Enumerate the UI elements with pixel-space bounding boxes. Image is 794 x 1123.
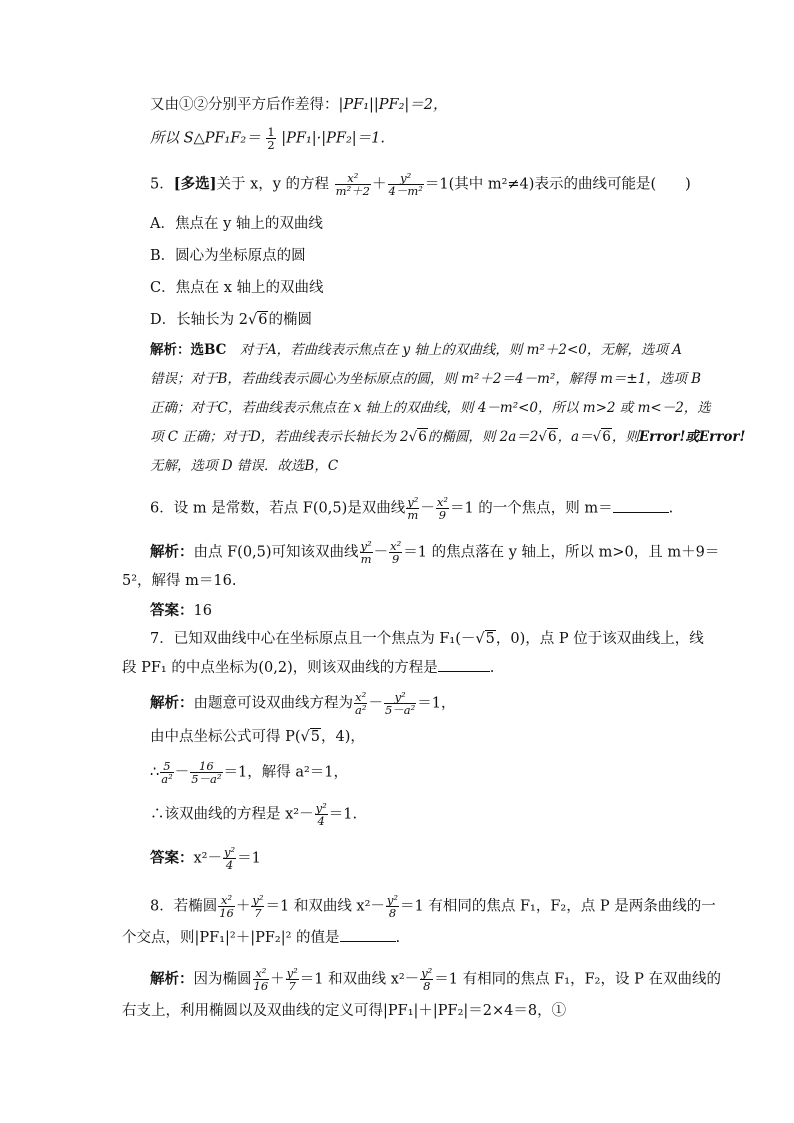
question-6-answer: 答案：16: [150, 602, 212, 619]
question-6-stem: 6．设 m 是常数，若点 F(0,5)是双曲线 $\frac{\text{y²}}{m}$ － $\frac{\text{x²}}{9}$ ＝1 的一个焦点，则 m＝ .: [150, 495, 674, 523]
question-5-stem: 5．[多选]关于 x，y 的方程 $\frac{\text{x²}}{\text{m²＋2}}$ ＋ $\frac{\text{y²}}{\text{4－m²}}$ ＝1(其中 m²≠4)表示的曲线可能是( ): [150, 171, 691, 199]
question-6-solution-line-2: 5²，解得 m＝16.: [122, 573, 237, 589]
question-7-solution-line-3: ∴ $\frac{5}{\text{a²}}$ － $\frac{16}{\text{5－a²}}$ ＝1，解得 a²＝1，: [150, 759, 349, 787]
answer-blank: [613, 512, 669, 513]
question-8-stem-line-1: 8．若椭圆 $\frac{\text{x²}}{16}$ ＋ $\frac{\text{y²}}{7}$ ＝1 和双曲线 x²－ $\frac{\text{y²}}{8}$ ＝1 有相同的焦点 F₁，F₂，点 P 是两条曲线的一: [150, 893, 716, 921]
sqrt: √6: [247, 312, 268, 328]
question-5-solution-line-4: 项 C 正确；对于D，若曲线表示长轴长为 2√6的椭圆，则 2a＝2√6，a＝√6，则Error!或Error!: [150, 429, 746, 445]
question-tag: [多选]: [173, 175, 217, 193]
text: 所以 S△PF₁F₂＝: [150, 130, 261, 147]
question-5-solution-line-2: 错误；对于B，若曲线表示圆心为坐标原点的圆，则 m²＋2＝4－m²，解得 m＝±1，选项 B: [150, 371, 702, 387]
answer-blank: [340, 941, 396, 942]
derivation-line-1: [150, 97, 448, 114]
question-5-solution-line-5: 无解，选项 D 错误．故选B，C: [150, 458, 339, 474]
question-5-option-d: D．长轴长为 2√6的椭圆: [150, 312, 312, 328]
question-8-stem-line-2: 个交点，则|PF₁|²＋|PF₂|² 的值是 .: [122, 930, 401, 946]
question-5-solution-line-1: 解析：选BC 对于A，若曲线表示焦点在 y 轴上的双曲线，则 m²＋2<0，无解，选项 A: [150, 342, 682, 358]
solution-label: 解析：选BC: [150, 342, 227, 358]
question-7-stem-line-2: 段 PF₁ 的中点坐标为(0,2)，则该双曲线的方程是 .: [122, 660, 495, 676]
fraction: $\frac{\text{x²}}{\text{m²＋2}}$: [335, 171, 371, 199]
question-5-option-c: C．焦点在 x 轴上的双曲线: [150, 280, 324, 296]
answer-label: 答案：: [150, 602, 194, 619]
fraction: $\frac{1}{2}$: [267, 125, 275, 153]
question-7-answer: 答案：x²－ $\frac{\text{y²}}{4}$ ＝1: [150, 845, 261, 873]
question-8-solution-line-2: 右支上，利用椭圆以及双曲线的定义可得|PF₁|＋|PF₂|＝2×4＝8，①: [122, 1003, 567, 1019]
question-7-solution-line-4: ∴该双曲线的方程是 x²－ $\frac{\text{y²}}{4}$ ＝1.: [150, 801, 358, 829]
text: 又由①②分别平方后作差得：: [150, 97, 339, 113]
answer-blank: [438, 671, 490, 672]
text: |PF₁|·|PF₂|＝1.: [281, 130, 385, 147]
solution-label: 解析：: [150, 970, 194, 988]
answer-label: 答案：: [150, 849, 194, 867]
question-5-solution-line-3: 正确；对于C，若曲线表示焦点在 x 轴上的双曲线，则 4－m²<0，所以 m>2 或 m<－2，选: [150, 400, 711, 416]
error-text: Error!或Error!: [638, 429, 746, 445]
solution-label: 解析：: [150, 694, 194, 712]
question-7-stem-line-1: 7．已知双曲线中心在坐标原点且一个焦点为 F₁(－√5，0)，点 P 位于该双曲线上，线: [150, 631, 704, 647]
question-5-option-a: A．焦点在 y 轴上的双曲线: [150, 216, 323, 232]
question-8-solution-line-1: 解析：因为椭圆 $\frac{\text{x²}}{16}$ ＋ $\frac{\text{y²}}{7}$ ＝1 和双曲线 x²－ $\frac{\text{y²}}{8}$ ＝1 有相同的焦点 F₁，F₂，设 P 在双曲线的: [150, 966, 721, 994]
solution-label: 解析：: [150, 543, 194, 561]
question-5-option-b: B．圆心为坐标原点的圆: [150, 248, 306, 264]
question-7-solution-line-2: 由中点坐标公式可得 P(√5，4)，: [150, 729, 365, 745]
text: |PF₁||PF₂|＝2，: [338, 97, 448, 113]
question-7-solution-line-1: 解析：由题意可设双曲线方程为 $\frac{\text{x²}}{\text{a²}}$ － $\frac{\text{y²}}{\text{5－a²}}$ ＝1，: [150, 690, 456, 718]
derivation-line-2: [150, 126, 385, 151]
fraction: $\frac{\text{y²}}{\text{4－m²}}$: [388, 171, 423, 199]
question-6-solution-line-1: 解析：由点 F(0,5)可知该双曲线 $\frac{\text{y²}}{m}$ － $\frac{\text{x²}}{9}$ ＝1 的焦点落在 y 轴上，所以 m>0，且 m＋9＝: [150, 539, 720, 567]
